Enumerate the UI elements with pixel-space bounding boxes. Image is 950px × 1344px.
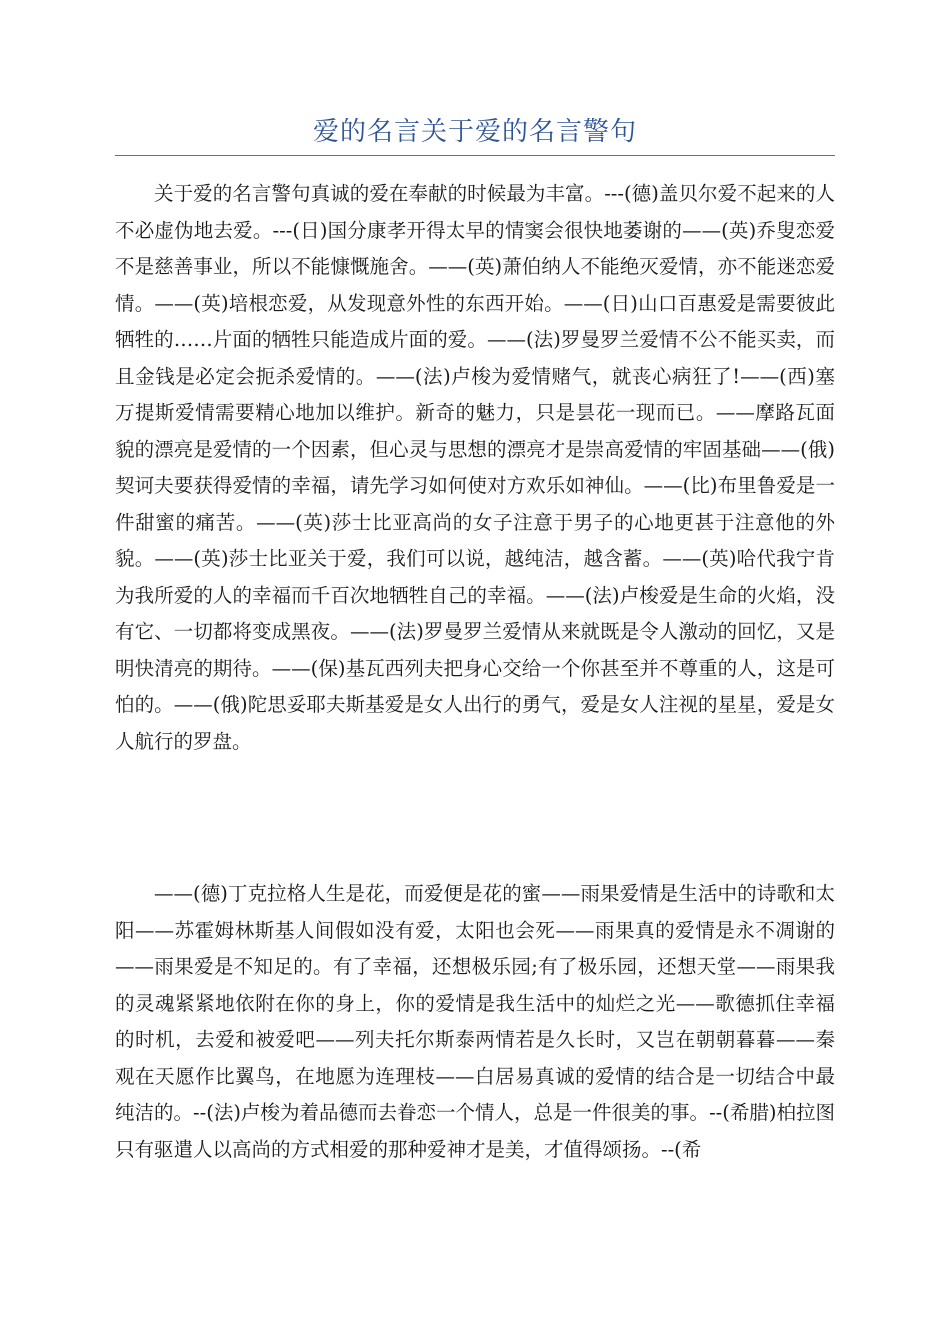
body-paragraph-1: 关于爱的名言警句真诚的爱在奉献的时候最为丰富。---(德)盖贝尔爱不起来的人不必虚伪地去爱。---(日)国分康孝开得太早的情窦会很快地萎谢的——(英)乔叟恋爱不是慈善事业，所以不能慷慨施舍。——(英)萧伯纳人不能绝灭爱情，亦不能迷恋爱情。——(英)培根恋爱，从发现意外性的东西开始。——(日)山口百惠爱是需要彼此牺牲的……片面的牺牲只能造成片面的爱。——(法)罗曼罗兰爱情不公不能买卖，而且金钱是必定会扼杀爱情的。——(法)卢梭为爱情赌气，就丧心病狂了!——(西)塞万提斯爱情需要精心地加以维护。新奇的魅力，只是昙花一现而已。——摩路瓦面貌的漂亮是爱情的一个因素，但心灵与思想的漂亮才是崇高爱情的牢固基础——(俄)契诃夫要获得爱情的幸福，请先学习如何使对方欢乐如神仙。——(比)布里鲁爱是一件甜蜜的痛苦。——(英)莎士比亚高尚的女子注意于男子的心地更甚于注意他的外貌。——(英)莎士比亚关于爱，我们可以说，越纯洁，越含蓄。——(英)哈代我宁肯为我所爱的人的幸福而千百次地牺牲自己的幸福。——(法)卢梭爱是生命的火焰，没有它、一切都将变成黑夜。——(法)罗曼罗兰爱情从来就既是令人激动的回忆，又是明快清亮的期待。——(保)基瓦西列夫把身心交给一个你甚至并不尊重的人，这是可怕的。——(俄)陀思妥耶夫斯基爱是女人出行的勇气，爱是女人注视的星星，爱是女人航行的罗盘。 <box>115 182 835 753</box>
body-paragraph-2: ——(德)丁克拉格人生是花，而爱便是花的蜜——雨果爱情是生活中的诗歌和太阳——苏霍姆林斯基人间假如没有爱，太阳也会死——雨果真的爱情是永不凋谢的——雨果爱是不知足的。有了幸福，还想极乐园;有了极乐园，还想天堂——雨果我的灵魂紧紧地依附在你的身上，你的爱情是我生活中的灿烂之光——歌德抓住幸福的时机，去爱和被爱吧——列夫托尔斯泰两情若是久长时，又岂在朝朝暮暮——秦观在天愿作比翼鸟，在地愿为连理枝——白居易真诚的爱情的结合是一切结合中最纯洁的。--(法)卢梭为着品德而去眷恋一个情人，总是一件很美的事。--(希腊)柏拉图只有驱遣人以高尚的方式相爱的那种爱神才是美，才值得颂扬。--(希 <box>115 882 835 1161</box>
title-underline <box>115 155 835 156</box>
page-title: 爱的名言关于爱的名言警句 <box>312 117 637 147</box>
